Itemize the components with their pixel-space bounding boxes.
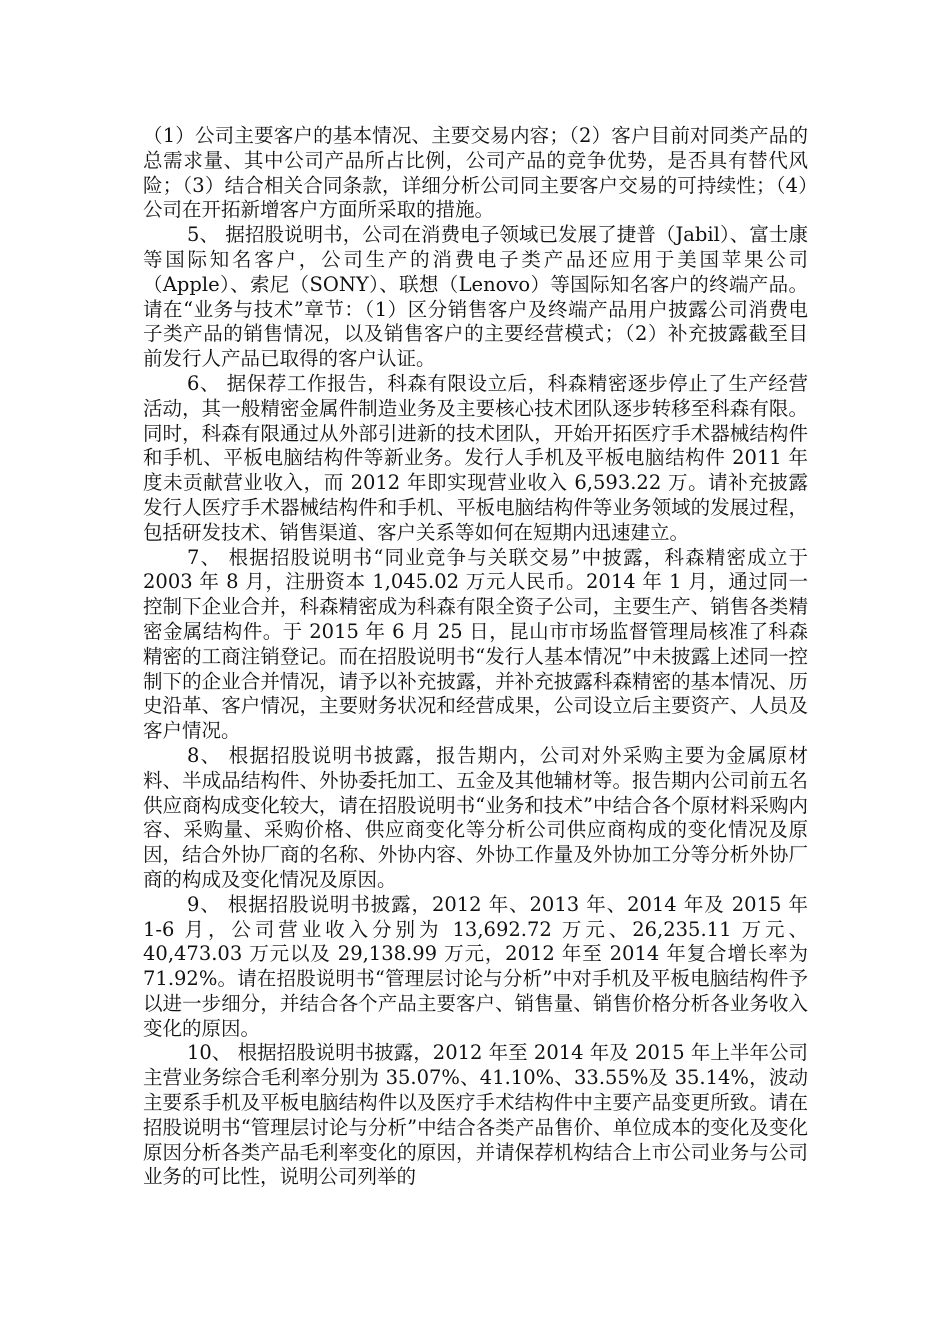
document-page — [143, 124, 808, 1190]
paragraph-customer-questions: （1）公司主要客户的基本情况、主要交易内容；（2）客户目前对同类产品的总需求量、其中公司产品所占比例，公司产品的竞争优势，是否具有替代风险；（3）结合相关合同条款，详细分析公司同主要客户交易的可持续性；（4）公司在开拓新增客户方面所采取的措施。 — [143, 124, 808, 222]
paragraph-item-9: 9、 根据招股说明书披露，2012 年、2013 年、2014 年及 2015 年 1-6 月，公司营业收入分别为 13,692.72 万元、26,235.11 万元、40,473.03 万元以及 29,138.99 万元，2012 年至 2014 年复合增长率为 71.92%。请在招股说明书“管理层讨论与分析”中对手机及平板电脑结构件予以进一步细分，并结合各个产品主要客户、销售量、销售价格分析各业务收入变化的原因。 — [143, 892, 808, 1040]
paragraph-item-8: 8、 根据招股说明书披露，报告期内，公司对外采购主要为金属原材料、半成品结构件、外协委托加工、五金及其他辅材等。报告期内公司前五名供应商构成变化较大，请在招股说明书“业务和技术”中结合各个原材料采购内容、采购量、采购价格、供应商变化等分析公司供应商构成的变化情况及原因，结合外协厂商的名称、外协内容、外协工作量及外协加工分等分析外协厂商的构成及变化情况及原因。 — [143, 743, 808, 891]
paragraph-item-10: 10、 根据招股说明书披露，2012 年至 2014 年及 2015 年上半年公司主营业务综合毛利率分别为 35.07%、41.10%、33.55%及 35.14%，波动主要系手机及平板电脑结构件以及医疗手术结构件中主要产品变更所致。请在招股说明书“管理层讨论与分析”中结合各类产品售价、单位成本的变化及变化原因分析各类产品毛利率变化的原因，并请保荐机构结合上市公司业务与公司业务的可比性，说明公司列举的 — [143, 1041, 808, 1189]
paragraph-item-6: 6、 据保荐工作报告，科森有限设立后，科森精密逐步停止了生产经营活动，其一般精密金属件制造业务及主要核心技术团队逐步转移至科森有限。同时，科森有限通过从外部引进新的技术团队，开始开拓医疗手术器械结构件和手机、平板电脑结构件等新业务。发行人手机及平板电脑结构件 2011 年度未贡献营业收入，而 2012 年即实现营业收入 6,593.22 万。请补充披露发行人医疗手术器械结构件和手机、平板电脑结构件等业务领域的发展过程，包括研发技术、销售渠道、客户关系等如何在短期内迅速建立。 — [143, 371, 808, 544]
paragraph-item-7: 7、 根据招股说明书“同业竞争与关联交易”中披露，科森精密成立于 2003 年 8 月，注册资本 1,045.02 万元人民币。2014 年 1 月，通过同一控制下企业合并，科森精密成为科森有限全资子公司，主要生产、销售各类精密金属结构件。于 2015 年 6 月 25 日，昆山市市场监督管理局核准了科森精密的工商注销登记。而在招股说明书“发行人基本情况”中未披露上述同一控制下的企业合并情况，请予以补充披露，并补充披露科森精密的基本情况、历史沿革、客户情况，主要财务状况和经营成果，公司设立后主要资产、人员及客户情况。 — [143, 545, 808, 743]
paragraph-item-5: 5、 据招股说明书，公司在消费电子领域已发展了捷普（Jabil）、富士康等国际知名客户，公司生产的消费电子类产品还应用于美国苹果公司（Apple）、索尼（SONY）、联想（Lenovo）等国际知名客户的终端产品。请在“业务与技术”章节：（1）区分销售客户及终端产品用户披露公司消费电子类产品的销售情况，以及销售客户的主要经营模式；（2）补充披露截至目前发行人产品已取得的客户认证。 — [143, 223, 808, 371]
